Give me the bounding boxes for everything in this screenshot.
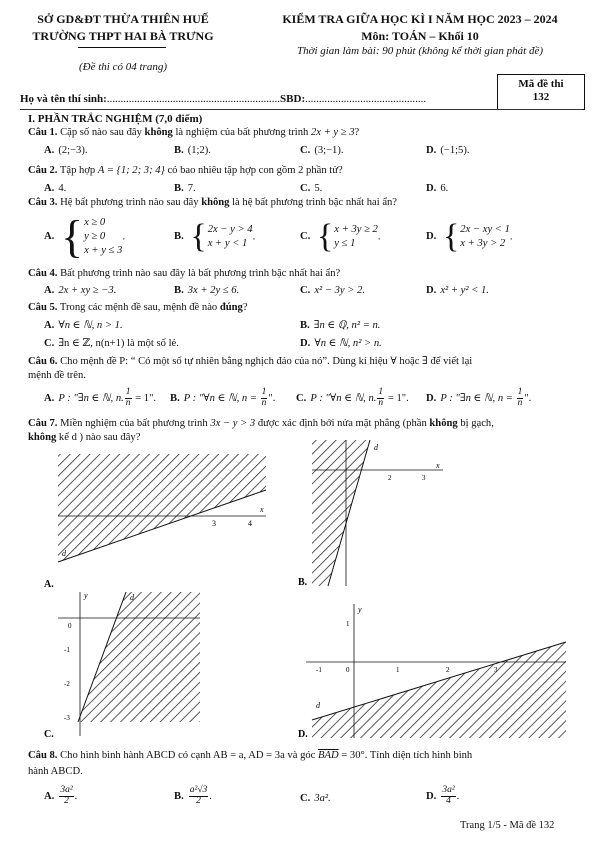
student-info-line: [20, 93, 426, 106]
question-1-text-2: là nghiệm của bất phương trình: [172, 127, 311, 138]
fraction-den: 2: [64, 795, 69, 806]
graph-d-tick-x2: 2: [446, 666, 450, 674]
question-7-line-2: [28, 432, 140, 445]
fraction-num: 1: [125, 387, 131, 397]
question-7-emphasis-2: không: [28, 432, 57, 443]
q1-option-c[interactable]: [300, 145, 344, 158]
fraction: [441, 786, 455, 807]
question-5-number: Câu 5.: [28, 302, 58, 313]
option-label: A.: [44, 183, 55, 194]
q2-option-a[interactable]: [44, 183, 66, 196]
graph-d-tick-y1: 1: [346, 620, 350, 628]
fraction: [59, 786, 73, 807]
option-text-end: ".: [268, 392, 276, 404]
fraction: [261, 388, 268, 409]
option-label: A.: [44, 320, 55, 331]
graph-d-d-label: d: [316, 701, 320, 710]
option-text: P : "∃n ∈ ℕ, n.: [58, 392, 124, 404]
option-label: A.: [44, 790, 55, 802]
exam-code-label: Mã đề thi: [518, 78, 564, 90]
option-label: A.: [44, 145, 55, 156]
graph-c-tick-m2: -2: [64, 680, 70, 688]
q3-option-d[interactable]: D. { 2x − xy < 1 x + 3y > 2 .: [426, 218, 513, 255]
fraction-num: 1: [261, 387, 267, 397]
graph-a-tick-3: 3: [212, 519, 216, 528]
option-text: ∃n ∈ ℤ, n(n+1) là một số lẻ.: [58, 338, 179, 349]
exam-code-box: [497, 74, 585, 110]
question-1-math: 2x + y ≥ 3: [310, 127, 355, 138]
graph-b-d-label: d: [374, 443, 378, 452]
department-name: SỞ GD&ĐT THỪA THIÊN HUẾ: [37, 12, 209, 26]
fraction-den: 2: [196, 795, 201, 806]
fraction-den: n: [378, 397, 384, 408]
option-label: C.: [300, 793, 311, 804]
option-text: (−1;5).: [440, 145, 470, 156]
system-line: x + 3y ≥ 2: [334, 223, 378, 235]
option-label: B.: [174, 183, 184, 194]
option-label: A.: [44, 285, 55, 296]
question-5: [28, 302, 248, 315]
q3-option-a[interactable]: A. { x ≥ 0 y ≥ 0 x + y ≤ 3 .: [44, 211, 125, 262]
option-text: x² + y² < 1.: [440, 285, 489, 296]
option-text: (3;−1).: [314, 145, 344, 156]
question-1-end: ?: [354, 127, 360, 138]
header-rule: [20, 109, 582, 110]
question-7-emphasis: không: [429, 418, 458, 429]
fraction: [517, 388, 524, 409]
system-brace: { 2x − y > 4 x + y < 1: [190, 218, 253, 255]
question-4: [28, 268, 340, 281]
option-text: (1;2).: [187, 145, 211, 156]
question-8-text: Cho hình bình hành ABCD có cạnh AB = a, AD = 3a và góc: [60, 750, 319, 761]
option-label: A.: [44, 231, 55, 243]
question-7-number: Câu 7.: [28, 418, 58, 429]
option-label: D.: [426, 285, 437, 296]
sbd-field[interactable]: ............................................: [305, 93, 427, 105]
question-6: [28, 356, 472, 369]
question-1-emphasis: không: [144, 127, 173, 138]
system-line: x + y ≤ 3: [84, 245, 123, 257]
question-7-text-3: bị gạch,: [457, 418, 494, 429]
system-line: y ≤ 1: [334, 238, 356, 249]
question-8: [28, 750, 472, 763]
graph-a-d-label: d: [62, 549, 66, 558]
graph-a[interactable]: [44, 450, 270, 590]
q6-option-a[interactable]: [44, 388, 156, 409]
question-5-emphasis: đúng: [219, 302, 243, 313]
fraction-num: a²√3: [189, 785, 208, 795]
fraction-den: 4: [446, 795, 451, 806]
graph-c[interactable]: [44, 590, 204, 740]
graph-d-tick-xm1: -1: [316, 666, 322, 674]
graph-b-shaded-region: [312, 440, 370, 586]
option-text: 6.: [440, 183, 449, 194]
system-line: 2x − xy < 1: [460, 223, 510, 235]
question-3-text-2: là hệ bất phương trình bậc nhất hai ẩn?: [229, 197, 398, 208]
section-title: I. PHẦN TRẮC NGHIỆM (7,0 điểm): [28, 113, 203, 125]
q1-option-a[interactable]: [44, 145, 88, 158]
sbd-label: SBD:: [280, 93, 306, 105]
graph-c-y-label: y: [84, 591, 88, 600]
question-8-line-2: hành ABCD.: [28, 766, 83, 777]
question-2-text: Tập hợp: [59, 165, 98, 176]
graph-d-tick-x1: 1: [396, 666, 400, 674]
option-text: ∃n ∈ ℚ, n² = n.: [313, 320, 381, 331]
page-count-note: (Đề thi có 04 trang): [79, 61, 167, 73]
option-label: C.: [300, 285, 311, 296]
question-1-text: Cặp số nào sau đây: [60, 127, 145, 138]
system-line: x + y < 1: [207, 238, 248, 249]
option-label: D.: [426, 790, 437, 802]
option-text: 5.: [314, 183, 323, 194]
graph-d-tick-x3: 3: [494, 666, 498, 674]
page-footer: Trang 1/5 - Mã đề 132: [460, 820, 555, 831]
q4-option-a[interactable]: [44, 285, 116, 298]
student-name-field[interactable]: ...............................................................: [106, 93, 281, 105]
q6-option-c[interactable]: [296, 388, 409, 409]
graph-c-shaded-region: [78, 592, 200, 722]
system-line: x + 3y > 2: [460, 238, 506, 249]
graph-a-tick-4: 4: [248, 519, 252, 528]
fraction-den: n: [261, 397, 267, 408]
system-brace: { x ≥ 0 y ≥ 0 x + y ≤ 3: [60, 211, 123, 262]
q5-option-c[interactable]: [44, 338, 179, 351]
option-text: x² − 3y > 2.: [314, 285, 366, 296]
graph-b-tick-3: 3: [422, 474, 426, 482]
question-2-math: A = {1; 2; 3; 4}: [97, 165, 165, 176]
question-3-emphasis: không: [201, 197, 230, 208]
fraction-num: 3a²: [442, 785, 455, 795]
fraction-num: 1: [378, 387, 384, 397]
q2-option-b[interactable]: [174, 183, 196, 196]
fraction-den: n: [125, 397, 131, 408]
option-label: B.: [170, 392, 180, 404]
question-3-number: Câu 3.: [28, 197, 58, 208]
question-1-number: Câu 1.: [28, 127, 58, 138]
option-text: (2;−3).: [58, 145, 88, 156]
option-text-end: = 1".: [385, 392, 409, 404]
option-label: C.: [300, 183, 311, 194]
question-2-number: Câu 2.: [28, 165, 58, 176]
fraction-num: 3a²: [60, 785, 73, 795]
question-4-text: Bất phương trình nào sau đây là bất phương trình bậc nhất hai ẩn?: [60, 268, 341, 279]
option-text: ∀n ∈ ℕ, n² > n.: [314, 338, 382, 349]
question-6-number: Câu 6.: [28, 356, 58, 367]
question-7-math: 3x − y > 3: [210, 418, 256, 429]
exam-code-value: 132: [532, 91, 550, 104]
graph-a-option-label: A.: [44, 579, 54, 590]
q8-option-b[interactable]: B. $\frac{\text{a²√3}}{2}$ .: [174, 785, 212, 806]
option-label: C.: [300, 145, 311, 156]
subject-title: Môn: TOÁN – Khối 10: [361, 29, 479, 43]
option-label: C.: [44, 338, 55, 349]
option-text: 4.: [58, 183, 67, 194]
q4-option-d[interactable]: [426, 285, 489, 298]
graph-b-x-label: x: [436, 461, 440, 470]
question-8-number: Câu 8.: [28, 750, 58, 761]
student-name-label: Họ và tên thí sinh:: [20, 93, 107, 105]
option-label: D.: [300, 338, 311, 349]
q3-option-b[interactable]: B. { 2x − y > 4 x + y < 1 .: [174, 218, 256, 255]
graph-d-shaded-region: [312, 642, 566, 738]
question-5-end: ?: [242, 302, 248, 313]
question-8-angle: $\overline{BAD}$: [318, 750, 339, 761]
option-label: B.: [174, 231, 184, 243]
fraction: [125, 388, 132, 409]
graph-d[interactable]: [298, 602, 570, 740]
q8-option-a[interactable]: A. $\frac{\text{3a²}}{2}$ .: [44, 785, 78, 806]
option-text: 7.: [187, 183, 196, 194]
q3-option-c[interactable]: C. { x + 3y ≥ 2 y ≤ 1 .: [300, 218, 381, 255]
q2-option-c[interactable]: [300, 183, 322, 196]
exam-title: KIỂM TRA GIỮA HỌC KÌ I NĂM HỌC 2023 – 2024: [282, 12, 558, 26]
option-label: B.: [174, 285, 184, 296]
option-label: D.: [426, 183, 437, 194]
option-label: A.: [44, 392, 55, 404]
graph-c-option-label: C.: [44, 729, 54, 740]
option-text-end: = 1".: [132, 392, 157, 404]
graph-b[interactable]: [298, 438, 448, 590]
system-brace: { 2x − xy < 1 x + 3y > 2: [442, 218, 510, 255]
q5-option-b[interactable]: [300, 320, 380, 333]
question-7: [28, 418, 494, 431]
system-line: 2x − y > 4: [207, 223, 253, 235]
system-brace: { x + 3y ≥ 2 y ≤ 1: [316, 218, 378, 255]
option-label: D.: [426, 145, 437, 156]
option-label: B.: [174, 145, 184, 156]
q6-option-d[interactable]: [426, 388, 531, 409]
question-7-text-4: kể d ) nào sau đây?: [56, 432, 141, 443]
graph-a-shaded-region: [58, 454, 266, 562]
q1-option-d[interactable]: [426, 145, 470, 158]
q5-option-a[interactable]: [44, 320, 123, 333]
graph-d-option-label: D.: [298, 729, 308, 740]
graph-c-d-label: d: [130, 593, 134, 602]
option-label: D.: [426, 231, 437, 243]
option-label: D.: [426, 392, 437, 404]
fraction: [189, 786, 209, 807]
option-text: 2x + xy ≥ −3.: [58, 285, 117, 296]
graph-c-tick-m1: -1: [64, 646, 70, 654]
question-1: [28, 127, 359, 140]
option-text: P : "∀n ∈ ℕ, n =: [183, 392, 260, 404]
fraction-num: 1: [517, 387, 523, 397]
system-line: y ≥ 0: [84, 230, 106, 242]
question-2: [28, 165, 343, 178]
graph-c-tick-m3: -3: [64, 714, 70, 722]
graph-c-tick-0: 0: [68, 622, 72, 630]
q8-option-d[interactable]: D. $\frac{\text{3a²}}{4}$ .: [426, 785, 460, 806]
q1-option-b[interactable]: [174, 145, 211, 158]
graph-b-tick-2: 2: [388, 474, 392, 482]
option-label: B.: [174, 790, 184, 802]
graph-a-x-label: x: [260, 505, 264, 514]
option-text-end: ".: [524, 392, 532, 404]
option-text: 3x + 2y ≤ 6.: [187, 285, 240, 296]
q5-option-d[interactable]: [300, 338, 382, 351]
option-label: C.: [300, 231, 311, 243]
system-line: x ≥ 0: [84, 216, 106, 228]
option-text: P : "∃n ∈ ℕ, n =: [440, 392, 516, 404]
q2-option-d[interactable]: [426, 183, 448, 196]
fraction-den: n: [517, 397, 523, 408]
q8-option-c[interactable]: [300, 793, 331, 806]
option-text: 3a².: [314, 793, 331, 804]
header-divider: [78, 47, 166, 48]
question-6-text: Cho mệnh đề P: “ Có một số tự nhiên bằng nghịch đảo của nó”. Dùng kí hiệu ∀ hoặc ∃ để viết lại: [60, 356, 473, 367]
graph-d-tick-0: 0: [346, 666, 350, 674]
graph-b-option-label: B.: [298, 577, 308, 588]
question-3: [28, 197, 397, 210]
graph-d-y-label: y: [358, 605, 362, 614]
q6-option-b[interactable]: [170, 388, 275, 409]
question-4-number: Câu 4.: [28, 268, 58, 279]
question-7-text-2: được xác định bởi nửa mặt phẳng (phần: [255, 418, 430, 429]
question-8-text-2: = 30°. Tính diện tích hình bình: [338, 750, 473, 761]
time-note: Thời gian làm bài: 90 phút (không kể thời gian phát đề): [296, 45, 544, 57]
option-text: ∀n ∈ ℕ, n > 1.: [58, 320, 123, 331]
question-6-line-2: mệnh đề trên.: [28, 370, 86, 381]
school-name: TRƯỜNG THPT HAI BÀ TRƯNG: [32, 29, 214, 43]
option-label: C.: [296, 392, 307, 404]
question-7-text: Miền nghiệm của bất phương trình: [60, 418, 211, 429]
fraction: [377, 388, 384, 409]
question-3-text: Hệ bất phương trình nào sau đây: [60, 197, 202, 208]
q4-option-c[interactable]: [300, 285, 365, 298]
q4-option-b[interactable]: [174, 285, 239, 298]
question-2-text-2: có bao nhiêu tập hợp con gồm 2 phần tử?: [164, 165, 343, 176]
question-5-text: Trong các mệnh đề sau, mệnh đề nào: [59, 302, 220, 313]
option-text: P : "∀n ∈ ℕ, n.: [310, 392, 377, 404]
option-label: B.: [300, 320, 310, 331]
